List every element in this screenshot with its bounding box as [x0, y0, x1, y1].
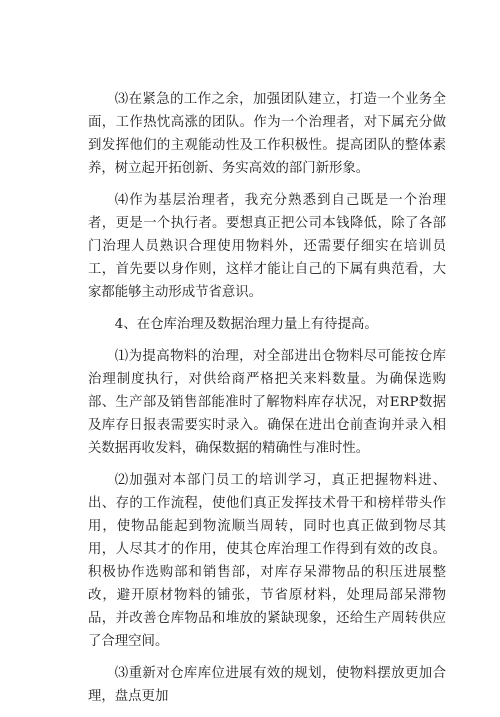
paragraph-team-building: ⑶在紧急的工作之余，加强团队建立，打造一个业务全面，工作热忱高涨的团队。作为一个治理者，对下属充分做到发挥他们的主观能动性及工作积极性。提高团队的整体素养，树立起开拓创新、务实高效的部门新形象。: [88, 92, 446, 176]
paragraph-warehouse-planning: ⑶重新对仓库库位进展有效的规划，使物料摆放更加合理，盘点更加: [88, 666, 446, 704]
paragraph-grassroots-manager: ⑷作为基层治理者，我充分熟悉到自己既是一个治理者，更是一个执行者。要想真正把公司本钱降低，除了各部门治理人员熟识合理使用物料外，还需要仔细实在培训员工，首先要以身作则，这样才能让自己的下属有典范看，大家都能够主动形成节省意识。: [88, 193, 446, 300]
document-body: [88, 88, 446, 717]
paragraph-staff-training: ⑵加强对本部门员工的培训学习，真正把握物料进、出、存的工作流程，使他们真正发挥技术骨干和榜样带头作用，使物品能起到物流顺当周转，同时也真正做到物尽其用，人尽其才的作用，使其仓库治理工作得到有效的改良。积极协作选购部和销售部，对库存呆滞物品的积压进展整改，避开原材物料的铺张，节省原材料，处理局部呆滞物品，并改善仓库物品和堆放的紧缺现象，还给生产周转供应了合理空间。: [88, 473, 446, 649]
section-heading-warehouse: 4、在仓库治理及数据治理力量上有待提高。: [114, 317, 378, 332]
paragraph-material-management: ⑴为提高物料的治理，对全部进出仓物料尽可能按仓库治理制度执行，对供给商严格把关来料数量。为确保选购部、生产部及销售部能准时了解物料库存状况，对ERP数据及库存日报表需要实时录入。确保在进出仓前查询并录入相关数据再收发料，确保数据的精确性与准时性。: [88, 349, 446, 456]
